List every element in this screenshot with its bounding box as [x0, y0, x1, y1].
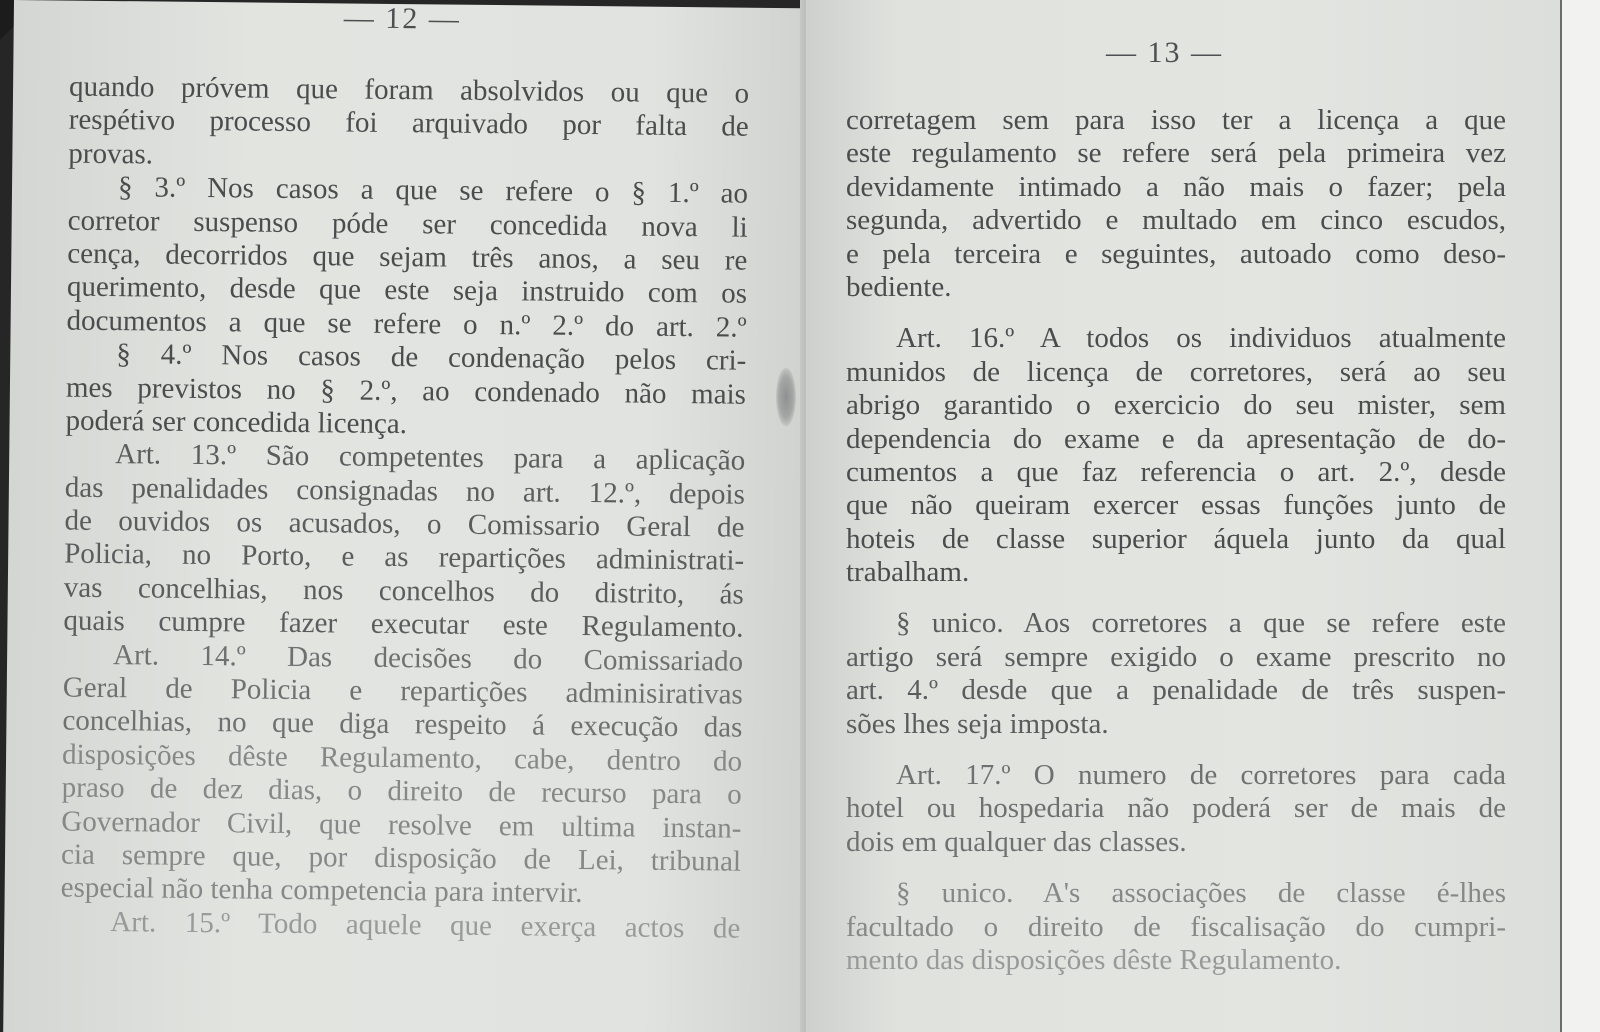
text-line: artigo será sempre exigido o exame prescrito no: [846, 640, 1506, 673]
text-line: dois em qualquer das classes.: [846, 825, 1187, 858]
text-line: sões lhes seja imposta.: [846, 707, 1109, 740]
text-line: Art. 16.º A todos os individuos atualmente: [896, 322, 1506, 355]
text-line: mes previstos no § 2.º, ao condenado não mais: [65, 371, 747, 411]
text-line: § unico. Aos corretores a que se refere este: [896, 607, 1506, 640]
text-line: praso de dez dias, o direito de recurso para o: [61, 771, 742, 811]
page-number-left: — 12 —: [343, 1, 461, 36]
text-line: Art. 15.º Todo aquele que exerça actos de: [110, 905, 741, 945]
text-line: de ouvidos os acusados, o Comissario Geral de: [64, 504, 745, 544]
text-line: § unico. A's associações de classe é-lhes: [896, 877, 1506, 910]
text-line: disposições dêste Regulamento, cabe, dentro do: [61, 738, 743, 778]
text-line: que não queiram exercer essas funções junto de: [846, 489, 1506, 522]
text-line: quais cumpre fazer executar este Regulamento.: [63, 604, 744, 644]
text-line: mento das disposições dêste Regulamento.: [846, 943, 1342, 976]
text-line: trabalham.: [846, 556, 970, 589]
text-line: munidos de licença de corretores, será ao seu: [846, 355, 1506, 388]
text-line: facultado o direito de fiscalisação do cumpri-: [846, 910, 1506, 943]
text-line: das penalidades consignadas no art. 12.º, depois: [64, 471, 746, 511]
text-line: dependencia do exame e da apresentação de do-: [846, 422, 1506, 455]
text-line: hoteis de classe superior áquela junto da qual: [846, 522, 1506, 555]
text-line: Geral de Policia e repartições adminisirativas: [62, 671, 743, 711]
page-right: [806, 0, 1568, 1032]
text-line: § 3.º Nos casos a que se refere o § 1.º ao: [117, 171, 749, 210]
text-line: quando próvem que foram absolvidos ou que o: [68, 70, 750, 110]
text-line: corretagem sem para isso ter a licença a que: [846, 104, 1506, 136]
page-margin-edge: [1562, 0, 1600, 1032]
text-line: cia sempre que, por disposição de Lei, tribunal: [60, 838, 742, 878]
text-line: Policia, no Porto, e as repartições administrati-: [64, 538, 745, 578]
text-line: querimento, desde que este seja instruido com os: [66, 270, 748, 311]
text-line: e pela terceira e seguintes, autoado como deso-: [846, 237, 1506, 270]
text-line: art. 4.º desde que a penalidade de três suspen-: [846, 674, 1506, 707]
text-line: Art. 14.º Das decisões do Comissariado: [112, 638, 744, 678]
page-left: [3, 0, 814, 1032]
text-line: este regulamento se refere será pela primeira vez: [846, 137, 1506, 170]
text-line: Governador Civil, que resolve em ultima instan-: [61, 805, 742, 845]
text-line: Art. 17.º O numero de corretores para cada: [896, 759, 1506, 792]
text-line: poderá ser concedida licença.: [65, 404, 408, 441]
text-line: vas concelhias, nos concelhos do distrito, ás: [63, 571, 744, 611]
text-line: cumentos a que faz referencia o art. 2.º, desde: [846, 455, 1506, 488]
text-line: provas.: [68, 137, 154, 171]
left-page-text: [60, 71, 749, 946]
page-number-right: — 13 —: [1106, 36, 1223, 69]
text-line: devidamente intimado a não mais o fazer; pela: [846, 170, 1506, 203]
text-line: abrigo garantido o exercicio do seu mister, sem: [846, 389, 1506, 422]
text-line: cença, decorridos que sejam três anos, a seu re: [67, 237, 748, 277]
right-page-text: [846, 104, 1506, 977]
text-line: hotel ou hospedaria não poderá ser de mais de: [846, 792, 1506, 825]
text-line: bediente.: [846, 270, 952, 303]
text-line: respétivo processo foi arquivado por falta de: [68, 103, 749, 144]
text-line: corretor suspenso póde ser concedida nova li: [67, 204, 748, 244]
ink-blot: [776, 368, 796, 426]
text-line: especial não tenha competencia para intervir.: [60, 871, 583, 910]
text-line: concelhias, no que diga respeito á execução das: [62, 704, 743, 745]
text-line: documentos a que se refere o n.º 2.º do art. 2.º: [66, 304, 747, 344]
text-line: segunda, advertido e multado em cinco escudos,: [846, 204, 1506, 237]
text-line: § 4.º Nos casos de condenação pelos cri-: [116, 338, 747, 377]
text-line: Art. 13.º São competentes para a aplicação: [115, 438, 746, 477]
